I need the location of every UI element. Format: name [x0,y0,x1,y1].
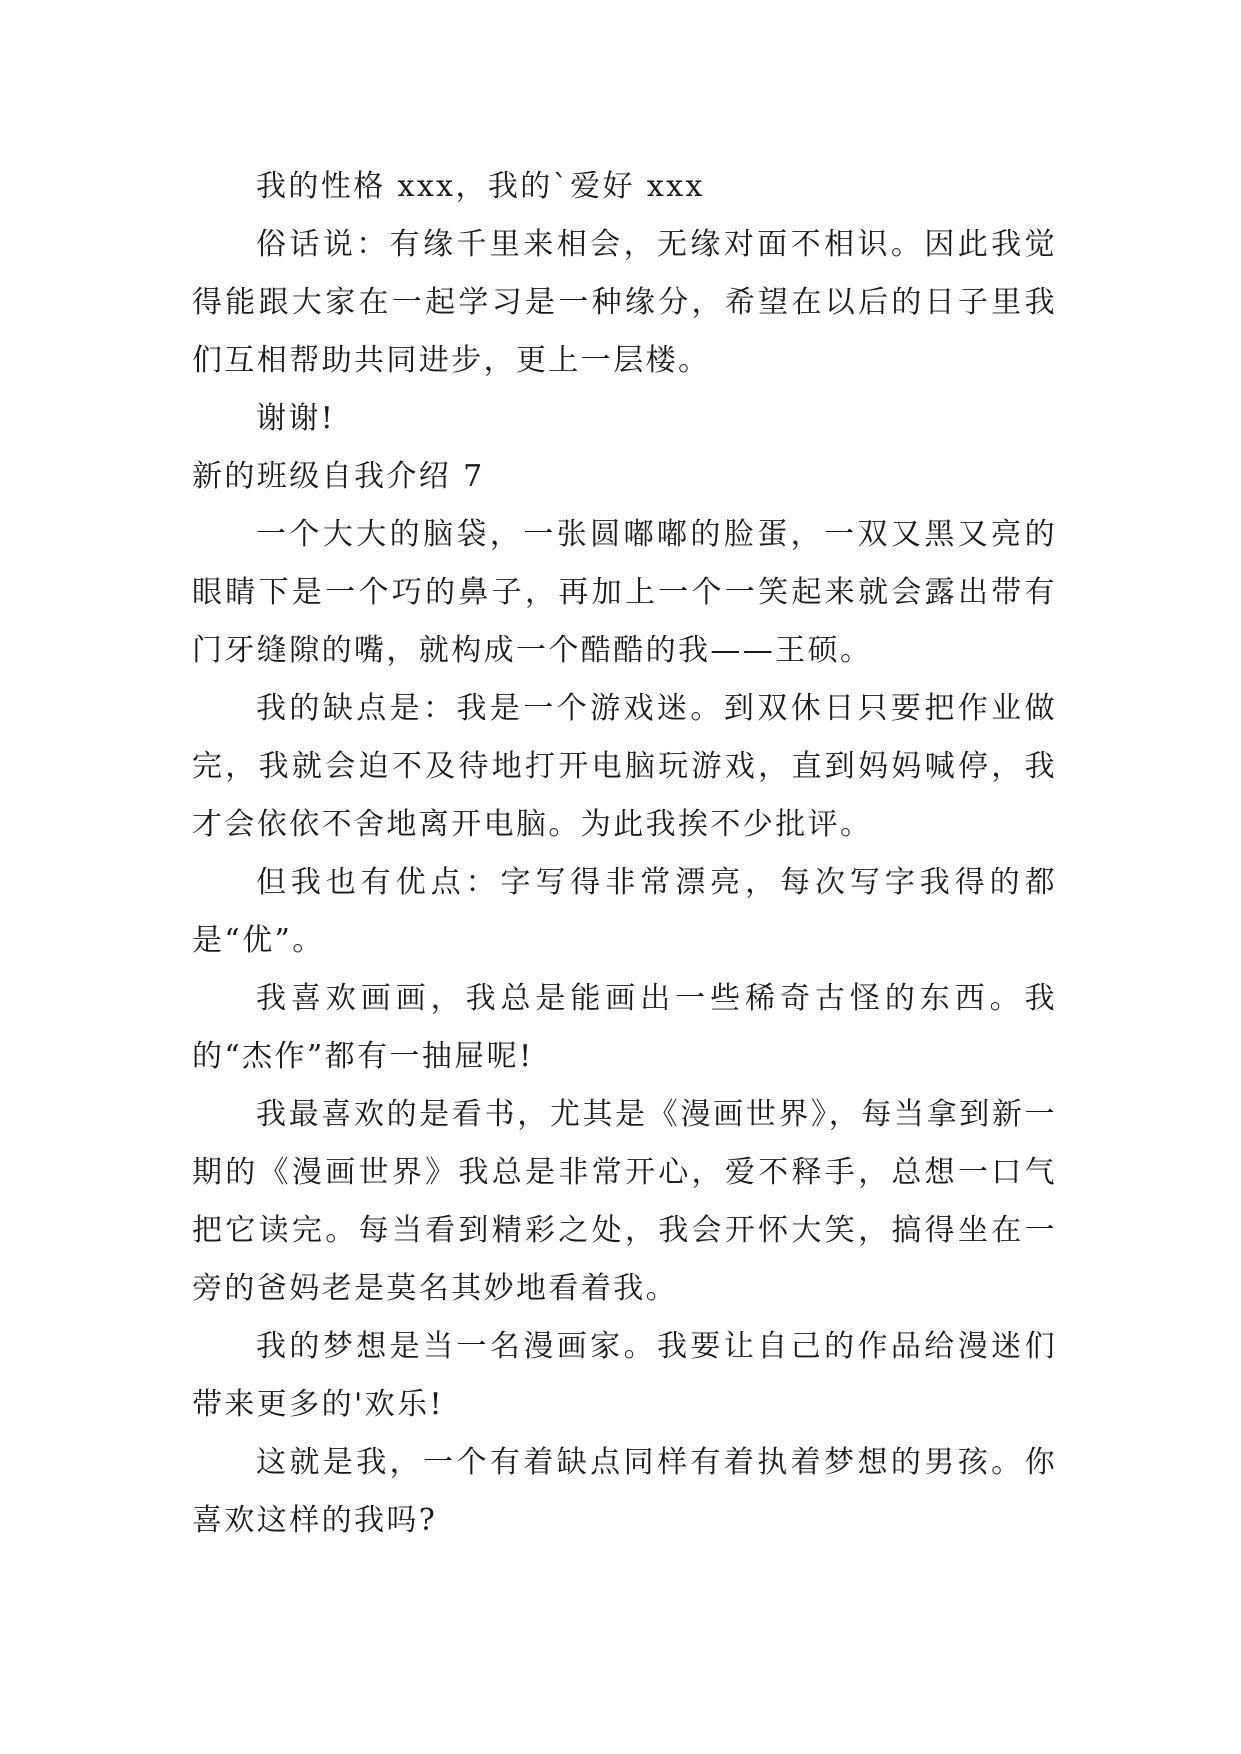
paragraph-shortcoming: 我的缺点是：我是一个游戏迷。到双休日只要把作业做完，我就会迫不及待地打开电脑玩游戏，直到妈妈喊停，我才会依依不舍地离开电脑。为此我挨不少批评。 [192,691,1057,842]
paragraph-closing: 这就是我，一个有着缺点同样有着执着梦想的男孩。你喜欢这样的我吗? [192,1445,1057,1538]
paragraph-proverb: 俗话说：有缘千里来相会，无缘对面不相识。因此我觉得能跟大家在一起学习是一种缘分，希望在以后的日子里我们互相帮助共同进步，更上一层楼。 [192,227,1057,378]
paragraph-personality: 我的性格 xxx，我的`爱好 xxx [256,169,705,204]
document-page [192,158,1057,1550]
paragraph-thanks: 谢谢! [256,401,336,436]
paragraph-reading: 我最喜欢的是看书，尤其是《漫画世界》，每当拿到新一期的《漫画世界》我总是非常开心，爱不释手，总想一口气把它读完。每当看到精彩之处，我会开怀大笑，搞得坐在一旁的爸妈老是莫名其妙地看着我。 [192,1097,1057,1306]
paragraph-appearance: 一个大大的脑袋，一张圆嘟嘟的脸蛋，一双又黑又亮的眼睛下是一个巧的鼻子，再加上一个一笑起来就会露出带有门牙缝隙的嘴，就构成一个酷酷的我——王硕。 [192,517,1057,668]
paragraph-strength: 但我也有优点：字写得非常漂亮，每次写字我得的都是“优”。 [192,865,1057,958]
paragraph-drawing: 我喜欢画画，我总是能画出一些稀奇古怪的东西。我的“杰作”都有一抽屉呢! [192,981,1057,1074]
section-heading: 新的班级自我介绍 7 [192,459,485,494]
paragraph-dream: 我的梦想是当一名漫画家。我要让自己的作品给漫迷们带来更多的'欢乐! [192,1329,1057,1422]
